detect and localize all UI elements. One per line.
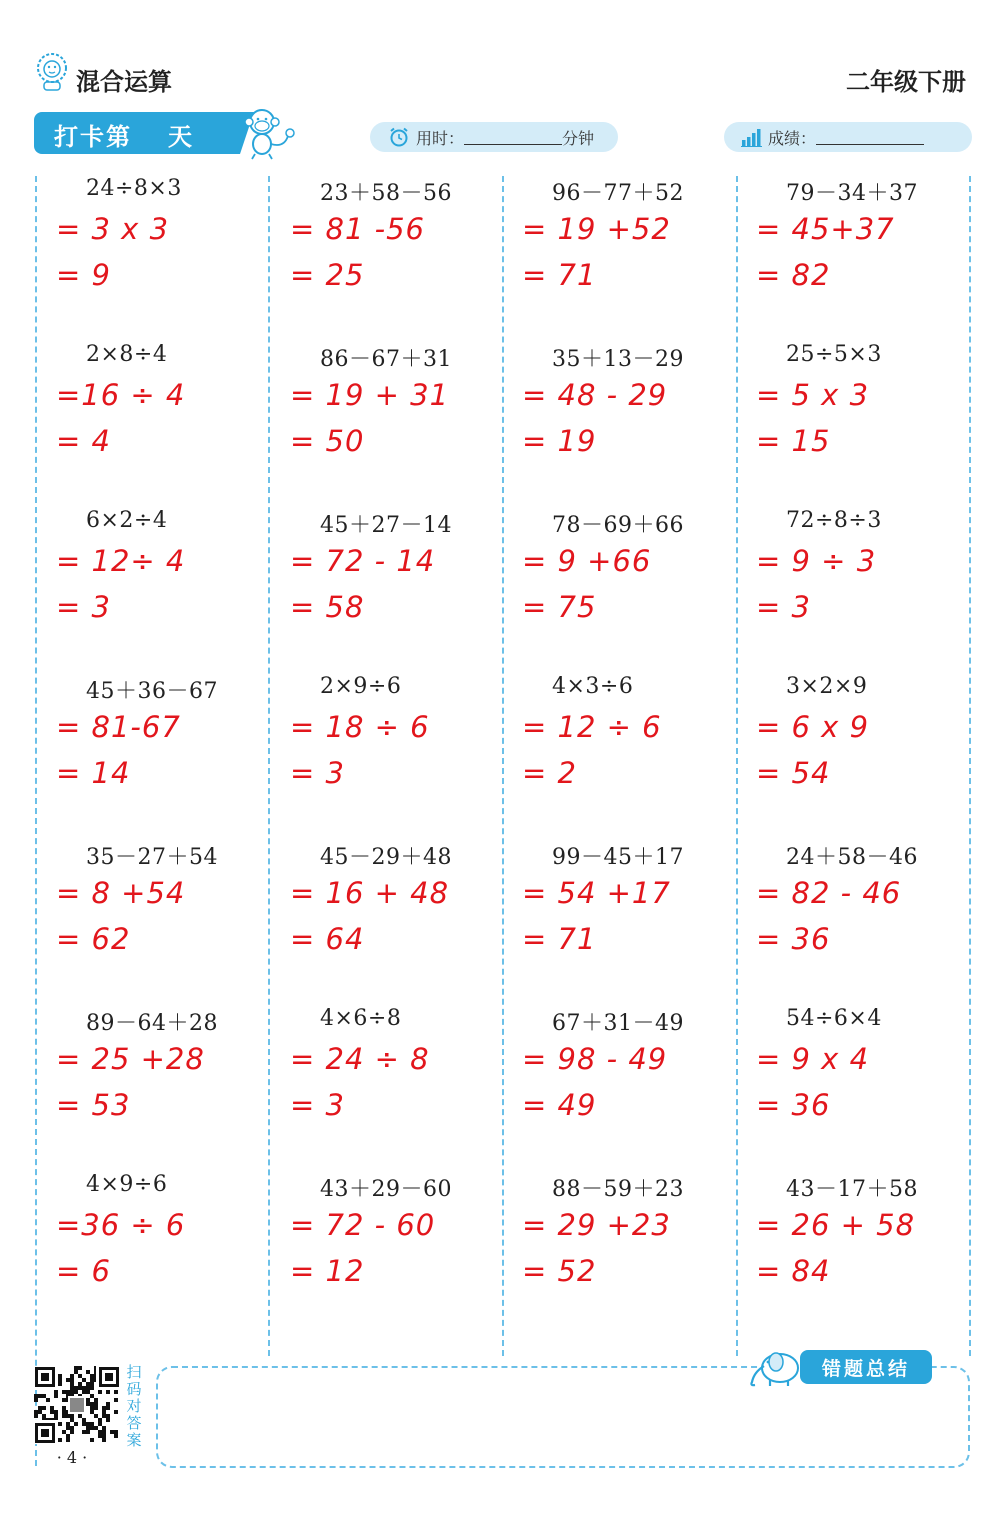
handwritten-step-1: = 16 + 48 (290, 876, 450, 910)
handwritten-step-1: = 98 - 49 (522, 1042, 668, 1076)
problem-item (502, 508, 722, 668)
problem-expression: 43＋29－60 (320, 1177, 452, 1202)
handwritten-step-1: = 9 x 4 (756, 1042, 870, 1076)
handwritten-answer: = 6 (56, 1254, 111, 1288)
problem-expression: 67＋31－49 (552, 1011, 684, 1036)
handwritten-step-1: = 81 -56 (290, 212, 426, 246)
handwritten-answer: = 84 (756, 1254, 831, 1288)
time-field (370, 122, 618, 152)
problem-expression: 78－69＋66 (552, 513, 684, 538)
monkey-icon (240, 104, 298, 160)
handwritten-answer: = 53 (56, 1088, 131, 1122)
time-blank[interactable] (464, 129, 562, 145)
problem-expression: 86－67＋31 (320, 347, 452, 372)
problem-expression: 24÷8×3 (86, 176, 182, 201)
alarm-clock-icon (388, 126, 410, 148)
handwritten-step-1: = 12÷ 4 (56, 544, 186, 578)
handwritten-answer: = 50 (290, 424, 365, 458)
problem-item (736, 1006, 956, 1166)
handwritten-answer: = 9 (56, 258, 111, 292)
problem-expression: 35－27＋54 (86, 845, 218, 870)
qr-char: 码 (126, 1380, 142, 1398)
problem-expression: 4×9÷6 (86, 1172, 168, 1197)
problem-expression: 4×6÷8 (320, 1006, 402, 1031)
problem-expression: 45＋27－14 (320, 513, 452, 538)
problem-expression: 89－64＋28 (86, 1011, 218, 1036)
problem-expression: 24＋58－46 (786, 845, 918, 870)
handwritten-answer: = 14 (56, 756, 131, 790)
handwritten-answer: = 3 (290, 1088, 345, 1122)
problem-item (270, 508, 490, 668)
checkin-banner (34, 112, 240, 154)
handwritten-answer: = 49 (522, 1088, 597, 1122)
handwritten-answer: = 36 (756, 922, 831, 956)
problem-expression: 45＋36－67 (86, 679, 218, 704)
problem-item (502, 176, 722, 336)
qr-code-icon[interactable] (34, 1366, 120, 1444)
problem-item (270, 840, 490, 1000)
book-title: 混合运算 (76, 68, 172, 96)
problem-expression: 79－34＋37 (786, 181, 918, 206)
handwritten-answer: = 15 (756, 424, 831, 458)
score-blank[interactable] (816, 129, 924, 145)
problem-expression: 54÷6×4 (786, 1006, 882, 1031)
problem-item (736, 674, 956, 834)
handwritten-step-1: = 82 - 46 (756, 876, 902, 910)
score-field (724, 122, 972, 152)
qr-char: 答 (126, 1414, 142, 1432)
handwritten-step-1: = 81-67 (56, 710, 181, 744)
problem-item (270, 1172, 490, 1332)
handwritten-step-1: = 12 ÷ 6 (522, 710, 662, 744)
handwritten-answer: = 52 (522, 1254, 597, 1288)
page-number: · 4 · (56, 1448, 88, 1467)
handwritten-step-1: = 8 +54 (56, 876, 186, 910)
problem-expression: 35＋13－29 (552, 347, 684, 372)
handwritten-answer: = 75 (522, 590, 597, 624)
problem-expression: 72÷8÷3 (786, 508, 882, 533)
elephant-icon (746, 1342, 804, 1388)
problem-item (736, 508, 956, 668)
problem-item (36, 840, 256, 1000)
handwritten-answer: = 62 (56, 922, 131, 956)
handwritten-step-1: = 72 - 60 (290, 1208, 436, 1242)
problem-item (502, 1172, 722, 1332)
problem-expression: 6×2÷4 (86, 508, 168, 533)
problem-item (502, 840, 722, 1000)
problem-item (36, 176, 256, 336)
handwritten-step-1: = 45+37 (756, 212, 895, 246)
problem-item (36, 1172, 256, 1332)
handwritten-answer: = 3 (56, 590, 111, 624)
handwritten-answer: = 36 (756, 1088, 831, 1122)
problem-expression: 96－77＋52 (552, 181, 684, 206)
time-label: 用时： (416, 128, 465, 148)
handwritten-step-1: = 19 +52 (522, 212, 671, 246)
handwritten-answer: = 3 (290, 756, 345, 790)
handwritten-answer: = 4 (56, 424, 111, 458)
handwritten-step-1: = 54 +17 (522, 876, 671, 910)
handwritten-answer: = 71 (522, 922, 597, 956)
banner-prefix: 打卡第 (54, 123, 132, 151)
problem-expression: 3×2×9 (786, 674, 868, 699)
handwritten-answer: = 25 (290, 258, 365, 292)
problem-item (36, 1006, 256, 1166)
handwritten-step-1: = 18 ÷ 6 (290, 710, 430, 744)
problem-item (736, 1172, 956, 1332)
handwritten-step-1: = 48 - 29 (522, 378, 668, 412)
problem-expression: 99－45＋17 (552, 845, 684, 870)
handwritten-answer: = 12 (290, 1254, 365, 1288)
bar-chart-icon (740, 126, 762, 148)
problem-expression: 43－17＋58 (786, 1177, 918, 1202)
problem-expression: 2×8÷4 (86, 342, 168, 367)
problem-item (736, 342, 956, 502)
handwritten-step-1: =36 ÷ 6 (56, 1208, 186, 1242)
problem-item (270, 1006, 490, 1166)
problem-item (502, 342, 722, 502)
grade-label: 二年级下册 (846, 68, 966, 96)
handwritten-step-1: = 19 + 31 (290, 378, 450, 412)
problem-item (736, 840, 956, 1000)
handwritten-step-1: = 25 +28 (56, 1042, 205, 1076)
qr-char: 案 (126, 1431, 142, 1449)
handwritten-step-1: =16 ÷ 4 (56, 378, 186, 412)
problem-expression: 25÷5×3 (786, 342, 882, 367)
problem-expression: 45－29＋48 (320, 845, 452, 870)
problem-item (502, 1006, 722, 1166)
problem-item (502, 674, 722, 834)
lion-icon (34, 52, 70, 92)
problem-item (270, 176, 490, 336)
problem-expression: 88－59＋23 (552, 1177, 684, 1202)
handwritten-answer: = 19 (522, 424, 597, 458)
handwritten-step-1: = 29 +23 (522, 1208, 671, 1242)
handwritten-answer: = 2 (522, 756, 577, 790)
handwritten-step-1: = 9 +66 (522, 544, 652, 578)
handwritten-answer: = 3 (756, 590, 811, 624)
handwritten-step-1: = 3 x 3 (56, 212, 170, 246)
handwritten-answer: = 54 (756, 756, 831, 790)
handwritten-step-1: = 72 - 14 (290, 544, 436, 578)
qr-char: 扫 (126, 1363, 142, 1381)
problem-item (270, 674, 490, 834)
score-label: 成绩： (768, 128, 817, 148)
handwritten-answer: = 71 (522, 258, 597, 292)
problem-grid (36, 176, 970, 1356)
handwritten-answer: = 58 (290, 590, 365, 624)
handwritten-answer: = 64 (290, 922, 365, 956)
handwritten-step-1: = 9 ÷ 3 (756, 544, 877, 578)
handwritten-step-1: = 26 + 58 (756, 1208, 916, 1242)
banner-suffix: 天 (168, 123, 194, 151)
handwritten-step-1: = 24 ÷ 8 (290, 1042, 430, 1076)
handwritten-answer: = 82 (756, 258, 831, 292)
problem-item (270, 342, 490, 502)
problem-item (736, 176, 956, 336)
problem-expression: 23＋58－56 (320, 181, 452, 206)
problem-item (36, 342, 256, 502)
handwritten-step-1: = 6 x 9 (756, 710, 870, 744)
problem-item (36, 508, 256, 668)
time-unit: 分钟 (562, 128, 595, 148)
handwritten-step-1: = 5 x 3 (756, 378, 870, 412)
qr-char: 对 (126, 1397, 142, 1415)
scan-answers-label (124, 1364, 144, 1449)
problem-expression: 4×3÷6 (552, 674, 634, 699)
mistake-summary-label: 错题总结 (800, 1350, 932, 1384)
problem-expression: 2×9÷6 (320, 674, 402, 699)
problem-item (36, 674, 256, 834)
